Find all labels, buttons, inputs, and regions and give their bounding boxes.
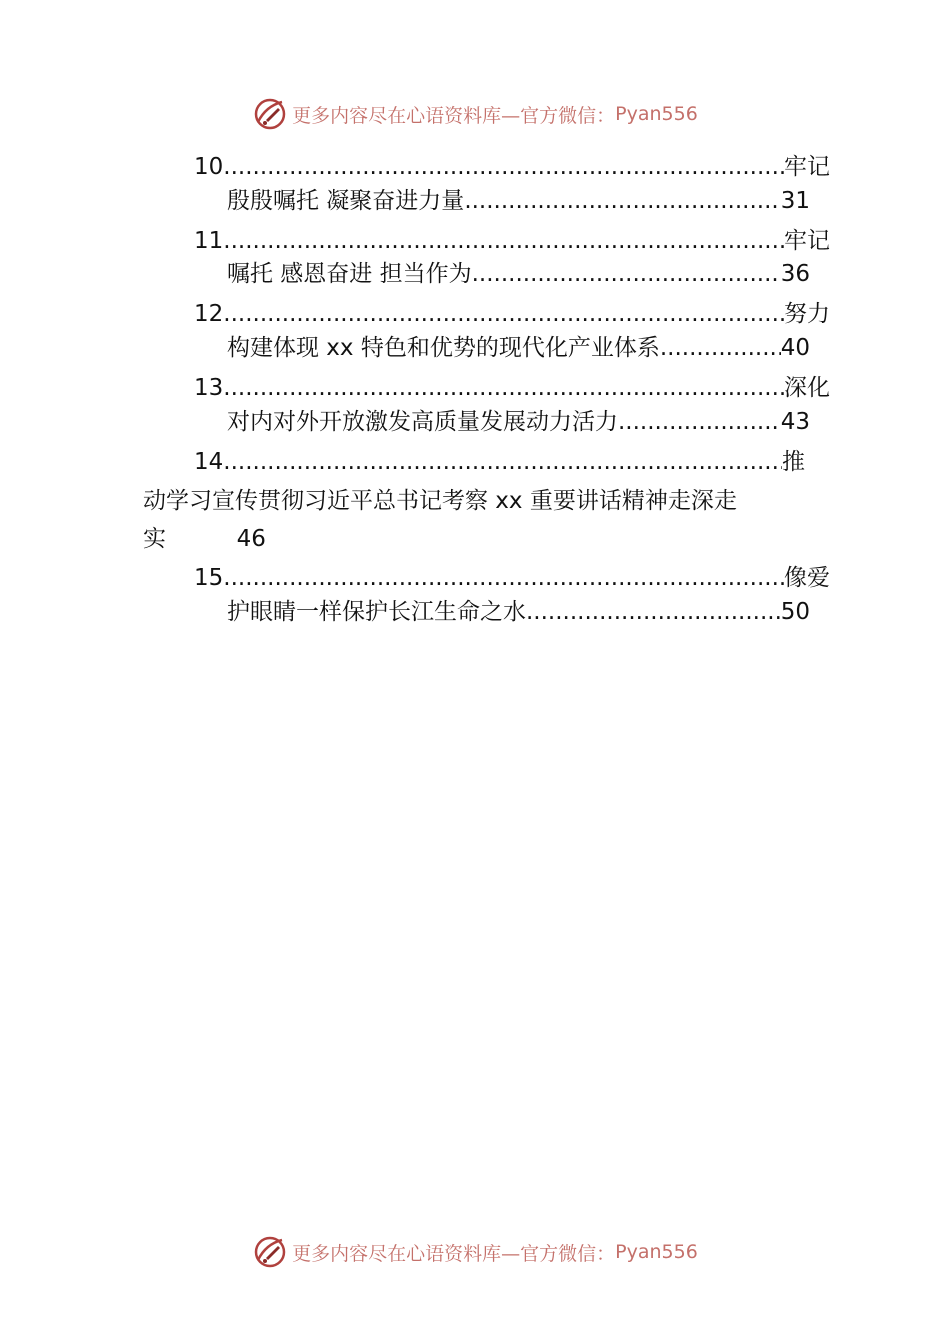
- toc-entry-title: 嘱托 感恩奋进 担当作为: [227, 261, 472, 287]
- toc-entry-head: 牢记: [784, 154, 830, 180]
- toc-entry-number: 12: [194, 301, 224, 327]
- footer-banner-text: 更多内容尽在心语资料库—官方微信：: [292, 1242, 616, 1265]
- toc-entry-15-line1[interactable]: [194, 561, 830, 595]
- dot-leader: [223, 297, 784, 331]
- toc-entry-11-line1[interactable]: [194, 224, 830, 258]
- toc-entry-14-line2[interactable]: 动学习宣传贯彻习近平总书记考察 xx 重要讲话精神走深走: [143, 488, 737, 514]
- pen-circle-logo-icon: [252, 1234, 288, 1270]
- toc-entry-page: 50: [780, 599, 810, 625]
- toc-entry-number: 10: [194, 154, 224, 180]
- dot-leader: [223, 150, 784, 184]
- toc-entry-title: 殷殷嘱托 凝聚奋进力量: [227, 188, 465, 214]
- toc-entry-head: 牢记: [784, 228, 830, 254]
- dot-leader: [660, 331, 781, 365]
- dot-leader: [223, 224, 784, 258]
- header-banner-text: 更多内容尽在心语资料库—官方微信：: [292, 104, 616, 127]
- toc-entry-11-line2[interactable]: [227, 257, 810, 291]
- toc-entry-title: 护眼睛一样保护长江生命之水: [227, 599, 526, 625]
- toc-entry-head: 努力: [784, 301, 830, 327]
- toc-entry-15-line2[interactable]: [227, 595, 810, 629]
- footer-banner-account: Pyan556: [615, 1241, 698, 1263]
- toc-entry-13-line2[interactable]: [227, 405, 810, 439]
- toc-entry-head: 像爱: [784, 565, 830, 591]
- header-banner-account: Pyan556: [615, 103, 698, 125]
- toc-entry-10-line2[interactable]: [227, 184, 810, 218]
- toc-entry-14-line3[interactable]: [143, 522, 266, 556]
- footer-banner: [0, 1232, 950, 1272]
- toc-entry-title: 实: [143, 526, 166, 552]
- header-banner: [0, 94, 950, 134]
- toc-entry-page: 36: [780, 261, 810, 287]
- toc-entry-head: 推: [782, 449, 805, 475]
- toc-entry-head: 深化: [784, 375, 830, 401]
- toc-entry-number: 11: [194, 228, 224, 254]
- toc-entry-number: 14: [194, 449, 224, 475]
- dot-leader: [618, 405, 781, 439]
- toc-entry-number: 15: [194, 565, 224, 591]
- dot-leader: [472, 257, 781, 291]
- dot-leader: [526, 595, 781, 629]
- pen-circle-logo-icon: [252, 96, 288, 132]
- toc-entry-13-line1[interactable]: [194, 371, 830, 405]
- toc-entry-12-line1[interactable]: [194, 297, 830, 331]
- toc-entry-10-line1[interactable]: [194, 150, 830, 184]
- toc-entry-14-line1[interactable]: [194, 445, 805, 479]
- toc-entry-title: 构建体现 xx 特色和优势的现代化产业体系: [227, 335, 660, 361]
- toc-entry-12-line2[interactable]: [227, 331, 810, 365]
- toc-entry-page: 40: [780, 335, 810, 361]
- dot-leader: [223, 445, 782, 479]
- dot-leader: [464, 184, 780, 218]
- toc-entry-page: 43: [780, 409, 810, 435]
- toc-entry-number: 13: [194, 375, 224, 401]
- toc-entry-page: 46: [236, 526, 266, 552]
- toc-entry-title: 对内对外开放激发高质量发展动力活力: [227, 409, 618, 435]
- dot-leader: [223, 561, 784, 595]
- toc-entry-page: 31: [780, 188, 810, 214]
- dot-leader: [223, 371, 784, 405]
